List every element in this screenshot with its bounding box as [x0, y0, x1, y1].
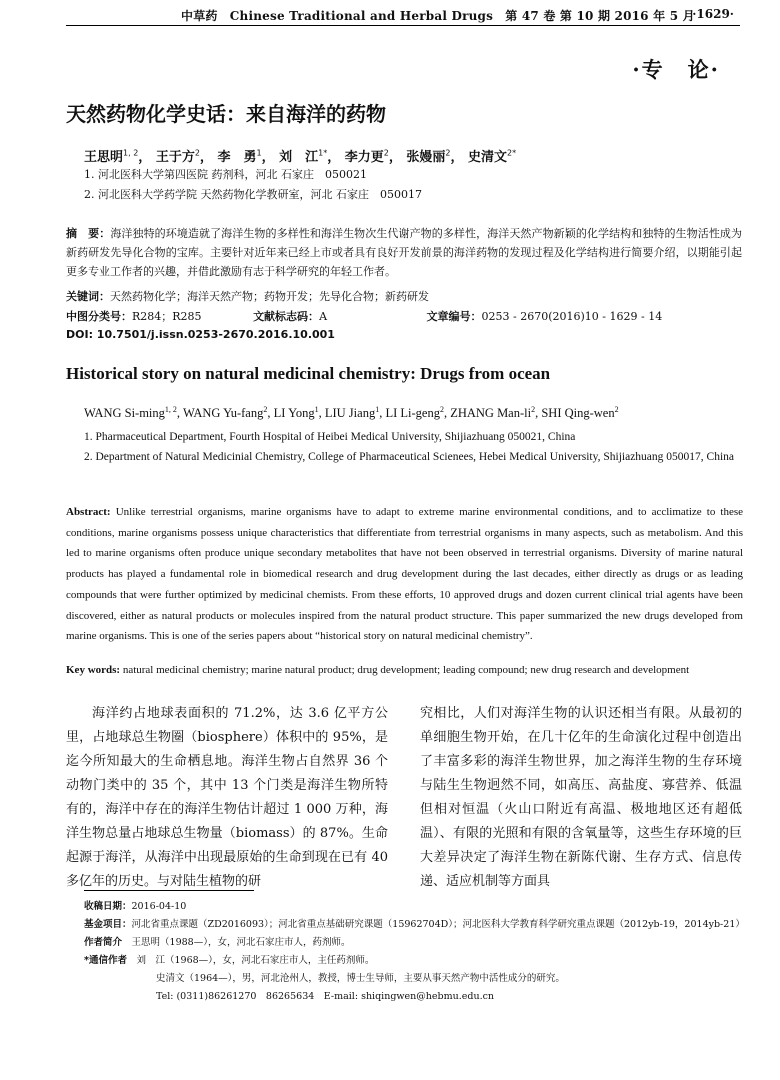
chinese-title: 天然药物化学史话：来自海洋的药物	[66, 102, 386, 126]
doc-code-value: A	[319, 310, 328, 323]
column-tag: ·专 论·	[632, 57, 720, 82]
keywords-label: Key words:	[66, 664, 121, 676]
author-name: ZHANG Man-li	[450, 406, 532, 421]
footnote-fund	[84, 916, 745, 930]
chinese-authors: 王思明$^{1, 2}$， 王于方$^2$， 李 勇$^1$， 刘 江$^{1*}$， 李力更$^2$， 张嫚丽$^2$， 史清文$^{2*}$	[84, 148, 517, 165]
english-keywords	[66, 664, 756, 676]
received-value: 2016-04-10	[131, 901, 187, 912]
author-affil: 1, 2	[123, 148, 139, 158]
body-column-right: 究相比，人们对海洋生物的认识还相当有限。从最初的单细胞生物开始，在几十亿年的生命演化过程中创造出了丰富多彩的海洋生物世界，加之海洋生物的生存环境与陆生生物迥然不同，如高压、高盐度、寡营养、低温但相对恒温（火山口附近有高温、极地地区还有超低温）、有限的光照和有限的含氧量等，这些生存环境的巨大差异决定了海洋生物在新陈代谢、生存方式、信息传递、适应机制等方面具	[420, 706, 742, 889]
keywords-text: natural medicinal chemistry; marine natural product; drug development; leading compound; new drug research and development	[122, 664, 690, 676]
author-name: 刘 江	[279, 150, 319, 165]
abstract-label: Abstract:	[66, 506, 111, 518]
author-affil: 2	[263, 405, 268, 414]
author-affil: 2	[445, 148, 451, 158]
abstract-text: 海洋独特的环境造就了海洋生物的多样性和海洋生物次生代谢产物的多样性，海洋天然产物新颖的化学结构和独特的生物活性成为新药研发先导化合物的宝库。主要针对近年来已经上市或者具有良好开发前景的海洋药物的发现过程及化学结构进行简要介绍，以期能引起更多专业工作者的兴趣，并借此激励有志于科学研究的年轻工作者。	[66, 227, 743, 278]
author-affil: 2	[383, 148, 389, 158]
article-no-label: 文章编号：	[426, 310, 482, 323]
corr-label: *通信作者	[84, 955, 127, 966]
footnote-author	[84, 934, 350, 948]
english-authors: WANG Si-ming$^{1, 2}$, WANG Yu-fang$^2$, LI Yong$^1$, LIU Jiang$^1$, LI Li-geng$^2$, ZHANG Man-$li^2$, SHI Qing-wen$^2$	[84, 405, 619, 421]
author-name: 王思明	[84, 150, 124, 165]
author-affil: 2*	[507, 148, 517, 158]
fund-label: 基金项目：	[84, 919, 132, 930]
keywords-label: 关键词：	[66, 290, 110, 303]
author-affil: 2	[194, 148, 200, 158]
page-number: ·1629·	[692, 7, 734, 21]
header-rule	[66, 25, 740, 26]
body-column-left: 海洋约占地球表面积的 71.2%，达 3.6 亿平方公里，占地球总生物圈（biosphere）体积中的 95%，是迄今所知最大的生命栖息地。海洋生物占自然界 36 个动物门类中的 35 个，其中 13 个门类是海洋生物所特有的，海洋中存在的海洋生物估计超过 1 000 万种，海洋生物总量占地球总生物量（biomass）的 87%。生命起源于海洋，从海洋中出现最原始的生命到现在已有 40 多亿年的历史。与对陆生植物的研	[66, 706, 388, 889]
chinese-keywords	[66, 288, 429, 304]
chinese-affiliation-2: 2. 河北医科大学药学院 天然药物化学教研室，河北 石家庄 050017	[84, 188, 422, 201]
clc-label: 中图分类号：	[66, 310, 132, 323]
author-affil: 1	[256, 148, 262, 158]
author-name: WANG Si-ming	[84, 406, 165, 421]
author-label: 作者简介	[84, 937, 123, 948]
author-name: LIU Jiang	[324, 406, 376, 421]
author-name: WANG Yu-fang	[182, 406, 264, 421]
author-affil: 1*	[318, 148, 328, 158]
received-label: 收稿日期：	[84, 901, 132, 912]
author-name: 王于方	[155, 150, 195, 165]
doi: DOI: 10.7501/j.issn.0253-2670.2016.10.001	[66, 328, 335, 341]
keywords-text: 天然药物化学；海洋天然产物；药物开发；先导化合物；新药研发	[110, 290, 429, 303]
english-abstract	[66, 502, 743, 647]
author-name: SHI Qing-wen	[541, 406, 615, 421]
footnote-received	[84, 898, 186, 912]
journal-citation: 中草药 Chinese Traditional and Herbal Drugs 第 47 卷 第 10 期 2016 年 5 月	[181, 9, 695, 23]
abstract-label: 摘 要：	[66, 227, 111, 240]
author-affil: 2	[439, 405, 444, 414]
article-no-value: 0253 - 2670(2016)10 - 1629 - 14	[481, 310, 663, 323]
footnote-corresponding	[84, 952, 374, 966]
author-name: 李 勇	[217, 150, 257, 165]
corr-value-1: 刘 江（1968—），女，河北石家庄市人，主任药剂师。	[136, 955, 375, 966]
author-name: LI Yong	[273, 406, 315, 421]
footnote-rule	[84, 890, 254, 891]
author-affil: 1, 2	[164, 405, 177, 414]
author-affil: 2	[614, 405, 619, 414]
author-name: LI Li-geng	[385, 406, 440, 421]
footnote-corresponding-2: 史清文（1964—），男，河北沧州人，教授，博士生导师，主要从事天然产物中活性成分的研究。	[156, 973, 565, 984]
english-title: Historical story on natural medicinal chemistry: Drugs from ocean	[66, 364, 551, 383]
english-affiliation-1: 1. Pharmaceutical Department, Fourth Hospital of Heibei Medical University, Shijiazhuang 050021, China	[84, 431, 576, 443]
english-affiliation-2: 2. Department of Natural Medicinial Chemistry, College of Pharmaceutical Scienees, Hebei Medical University, Shijiazhuang 050017, China	[84, 451, 734, 463]
author-affil: 1	[375, 405, 380, 414]
author-name: 史清文	[468, 150, 508, 165]
doc-code-label: 文献标志码：	[253, 310, 320, 323]
fund-value: 河北省重点课题（ZD2016093）；河北省重点基础研究课题（15962704D）；河北医科大学教育科学研究重点课题（2012yb-19，2014yb-21）	[131, 919, 745, 930]
abstract-text: Unlike terrestrial organisms, marine organisms have to adapt to extreme marine environmental conditions, and to acclimatize to these conditions, marine organisms possess unique characteristics that differentiate from terrestrial organisms in many aspects, such as metabolism. And this led to marine organisms often produce unique secondary metabolites that have not been observed in terrestrial organisms. Diversity of marine natural products has played a fundamental role in biomedical research and drug development during the last decades, either directly as drugs or as leading compounds that were further optimized by medicinal chemists. From these efforts, 10 approved drugs and dozen current clinical trial agents have been discovered, either as natural products or molecules inspired from the natural product structure. This paper summarized the new drugs developed from marine organisms. This is one of the series papers about “historical story on natural medicinal chemistry”.	[66, 506, 744, 643]
chinese-affiliation-1: 1. 河北医科大学第四医院 药剂科，河北 石家庄 050021	[84, 168, 367, 181]
clc-value: R284；R285	[132, 310, 202, 323]
author-name: 张嫚丽	[406, 150, 446, 165]
running-header	[66, 6, 740, 24]
chinese-abstract	[66, 224, 742, 281]
footnote-contact: Tel: (0311)86261270 86265634 E-mail: shiqingwen@hebmu.edu.cn	[156, 991, 495, 1002]
author-affil: 1	[314, 405, 319, 414]
author-affil: 2	[531, 405, 536, 414]
classification-line	[66, 308, 662, 324]
author-name: 李力更	[344, 150, 384, 165]
author-value: 王思明（1988—），女，河北石家庄市人，药剂师。	[131, 937, 351, 948]
